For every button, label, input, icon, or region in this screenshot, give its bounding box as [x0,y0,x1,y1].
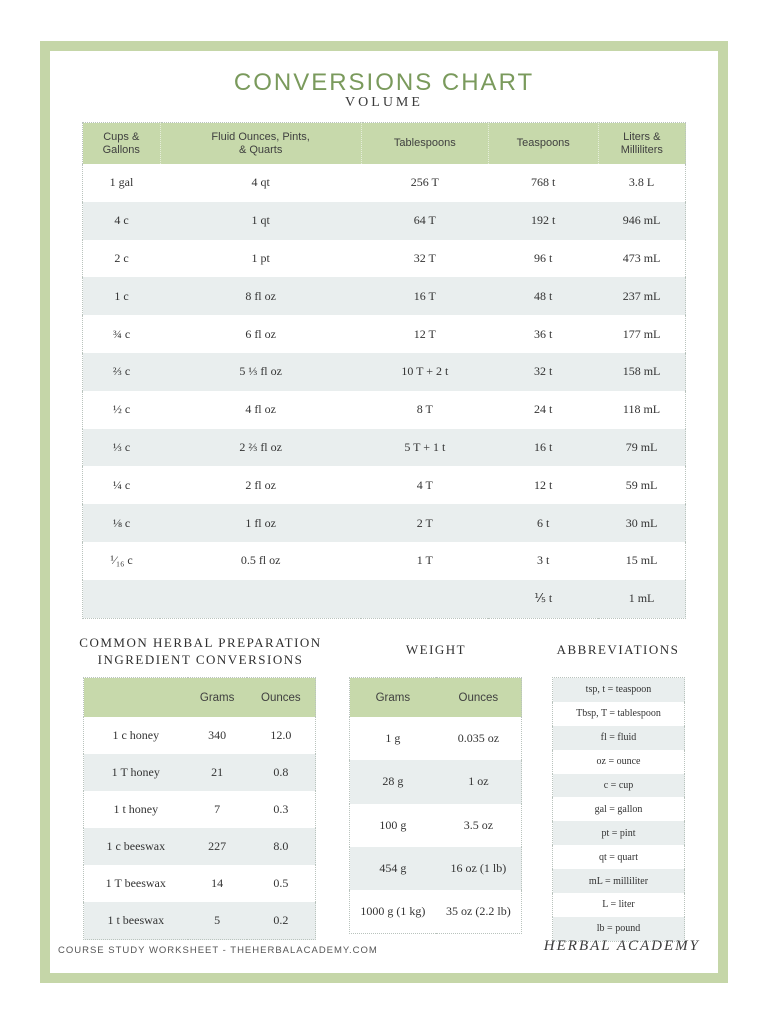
volume-column-header: Tablespoons [361,123,488,165]
table-cell: 4 fl oz [245,402,276,417]
table-cell: ¼ c [112,477,131,492]
table-cell: 16 T [361,277,488,315]
table-cell: 8.0 [247,828,316,865]
abbreviation-entry: tsp, t = teaspoon [553,678,685,702]
table-row [83,240,686,278]
list-item [553,774,685,798]
table-cell: 12.0 [270,728,292,742]
table-cell: 1 t beeswax [84,902,188,940]
footer-credit: COURSE STUDY WORKSHEET - THEHERBALACADEMY.COM [58,945,378,956]
table-cell: 28 g [350,760,436,803]
table-cell: 2 fl oz [245,477,276,492]
volume-column-header: Fluid Ounces, Pints, & Quarts [160,123,361,165]
table-cell: 4 qt [251,175,270,190]
list-item [553,869,685,893]
volume-column-header: Liters & Milliliters [598,123,685,165]
weight-header-row [350,678,522,718]
herbal-table [83,677,316,940]
table-cell: 454 g [350,847,436,890]
table-cell: 3 t [537,553,550,568]
abbreviation-entry: pt = pint [553,821,685,845]
table-cell: ⅔ c [83,353,161,391]
table-cell: ¾ c [112,326,131,341]
worksheet [50,51,718,973]
table-cell: 1 mL [598,580,685,618]
table-cell: 0.5 [273,876,289,890]
table-cell: 2 T [361,504,488,542]
table-cell: 6 fl oz [245,326,276,341]
weight-table [349,677,522,934]
table-cell: 1 c beeswax [84,828,188,865]
table-cell: ⅕ t [488,580,598,618]
abbreviation-entry: qt = quart [599,851,638,863]
herbal-heading-text: COMMON HERBAL PREPARATION INGREDIENT CONVERSIONS [79,635,322,667]
list-item [553,893,685,917]
table-cell: 16 t [488,429,598,467]
table-cell: 32 T [413,250,436,265]
table-row [83,315,686,353]
table-cell: 8 fl oz [160,277,361,315]
abbreviations-heading: ABBREVIATIONS [556,642,680,657]
table-cell [83,580,161,618]
table-row [83,580,686,618]
table-row [84,791,316,828]
table-cell: 32 t [488,353,598,391]
table-row [83,429,686,467]
table-row [83,164,686,202]
table-row [350,804,522,847]
page-title: CONVERSIONS CHART [233,69,535,96]
table-cell: 1 T beeswax [105,876,166,890]
table-cell: 30 mL [598,504,685,542]
abbreviation-entry: fl = fluid [553,726,685,750]
table-cell: 1 fl oz [160,504,361,542]
list-item [553,845,685,869]
table-cell: 946 mL [598,202,685,240]
table-cell: 158 mL [598,353,685,391]
table-row [83,277,686,315]
table-row [350,847,522,890]
table-cell: 12 T [413,326,436,341]
table-cell: 256 T [410,175,439,190]
volume-column-header: Teaspoons [488,123,598,165]
table-cell: 1 oz [436,760,522,803]
table-cell: 3.5 oz [463,817,494,832]
table-cell: 64 T [361,202,488,240]
table-row [84,828,316,865]
table-cell: 0.2 [247,902,316,940]
volume-table [82,122,686,619]
table-row [84,717,316,754]
table-cell: 1 pt [251,250,270,265]
list-item [553,797,685,821]
table-row [83,504,686,542]
table-cell: 340 [208,728,227,742]
table-cell: 1 g [385,731,401,746]
table-cell: 5 [188,902,247,940]
table-cell: 79 mL [598,429,685,467]
table-cell: ⅛ c [83,504,161,542]
table-cell: 4 c [83,202,161,240]
table-row [83,202,686,240]
table-cell: 5 ⅓ fl oz [160,353,361,391]
table-row [83,353,686,391]
table-cell: ¹⁄₁₆ c [110,553,133,568]
weight-column-header: Ounces [436,678,522,718]
abbreviation-entry: mL = milliliter [553,869,685,893]
table-row [83,466,686,504]
weight-heading: WEIGHT [405,642,467,657]
list-item [553,750,685,774]
table-cell: 1 qt [160,202,361,240]
table-cell: 118 mL [622,402,661,417]
table-cell: ⅓ c [83,429,161,467]
herbal-heading [68,634,333,668]
table-cell: ½ c [112,402,131,417]
table-cell: 48 t [488,277,598,315]
table-cell: 36 t [534,326,553,341]
abbreviation-entry: c = cup [553,774,685,798]
table-cell: 12 t [534,477,553,492]
herbal-column-header: Ounces [247,678,316,718]
volume-heading: VOLUME [345,95,423,110]
list-item [553,726,685,750]
table-cell: 15 mL [625,553,658,568]
table-cell: 0.5 fl oz [240,553,281,568]
table-cell: 14 [211,876,224,890]
table-row [84,902,316,940]
table-cell: 3.8 L [628,175,655,190]
herbal-column-header [84,678,188,718]
table-cell: 6 t [488,504,598,542]
table-cell: 1 T [416,553,433,568]
table-cell: 7 [214,802,221,816]
table-cell: 237 mL [598,277,685,315]
table-cell: 21 [188,754,247,791]
table-cell: 96 t [534,250,553,265]
table-cell: 0.035 oz [457,731,500,746]
volume-column-header: Cups & Gallons [83,123,161,165]
table-cell: 1 T honey [84,754,188,791]
table-cell: 1 t honey [113,802,159,816]
table-cell: 10 T + 2 t [361,353,488,391]
table-cell [160,580,361,618]
abbreviation-entry: lb = pound [553,917,685,941]
footer-brand: HERBAL ACADEMY [543,938,700,954]
table-cell: 1 c honey [112,728,160,742]
list-item [553,702,685,726]
abbreviations-table [552,677,685,942]
table-cell: 5 T + 1 t [361,429,488,467]
abbreviation-entry: oz = ounce [596,756,641,768]
table-cell: 473 mL [622,250,661,265]
table-cell: 192 t [488,202,598,240]
volume-header-row [83,123,686,165]
table-row [350,717,522,760]
table-row [350,890,522,934]
list-item [553,678,685,702]
table-cell: 16 oz (1 lb) [436,847,522,890]
table-cell: 35 oz (2.2 lb) [446,904,511,919]
table-cell: 4 T [416,477,433,492]
weight-column-header: Grams [350,678,436,718]
table-cell: 2 c [114,250,129,265]
table-cell: 2 ⅔ fl oz [160,429,361,467]
table-cell: 0.3 [273,802,289,816]
table-cell: 768 t [531,175,556,190]
abbreviation-entry: L = liter [602,899,635,911]
list-item [553,821,685,845]
table-cell: 8 T [416,402,433,417]
herbal-column-header: Grams [188,678,247,718]
table-cell: 100 g [379,817,407,832]
table-cell: 1 c [83,277,161,315]
table-row [84,865,316,902]
table-cell: 1000 g (1 kg) [360,904,426,919]
table-cell: 59 mL [625,477,658,492]
table-cell: 0.8 [247,754,316,791]
table-cell: 227 [188,828,247,865]
table-row [83,391,686,429]
table-cell [361,580,488,618]
table-cell: 177 mL [622,326,661,341]
table-row [84,754,316,791]
abbreviation-entry: gal = gallon [594,803,643,815]
table-cell: 24 t [534,402,553,417]
table-row [83,542,686,580]
page-border [40,41,728,983]
herbal-header-row [84,678,316,718]
table-cell: 1 gal [109,175,134,190]
table-row [350,760,522,803]
abbreviation-entry: Tbsp, T = tablespoon [576,708,661,720]
